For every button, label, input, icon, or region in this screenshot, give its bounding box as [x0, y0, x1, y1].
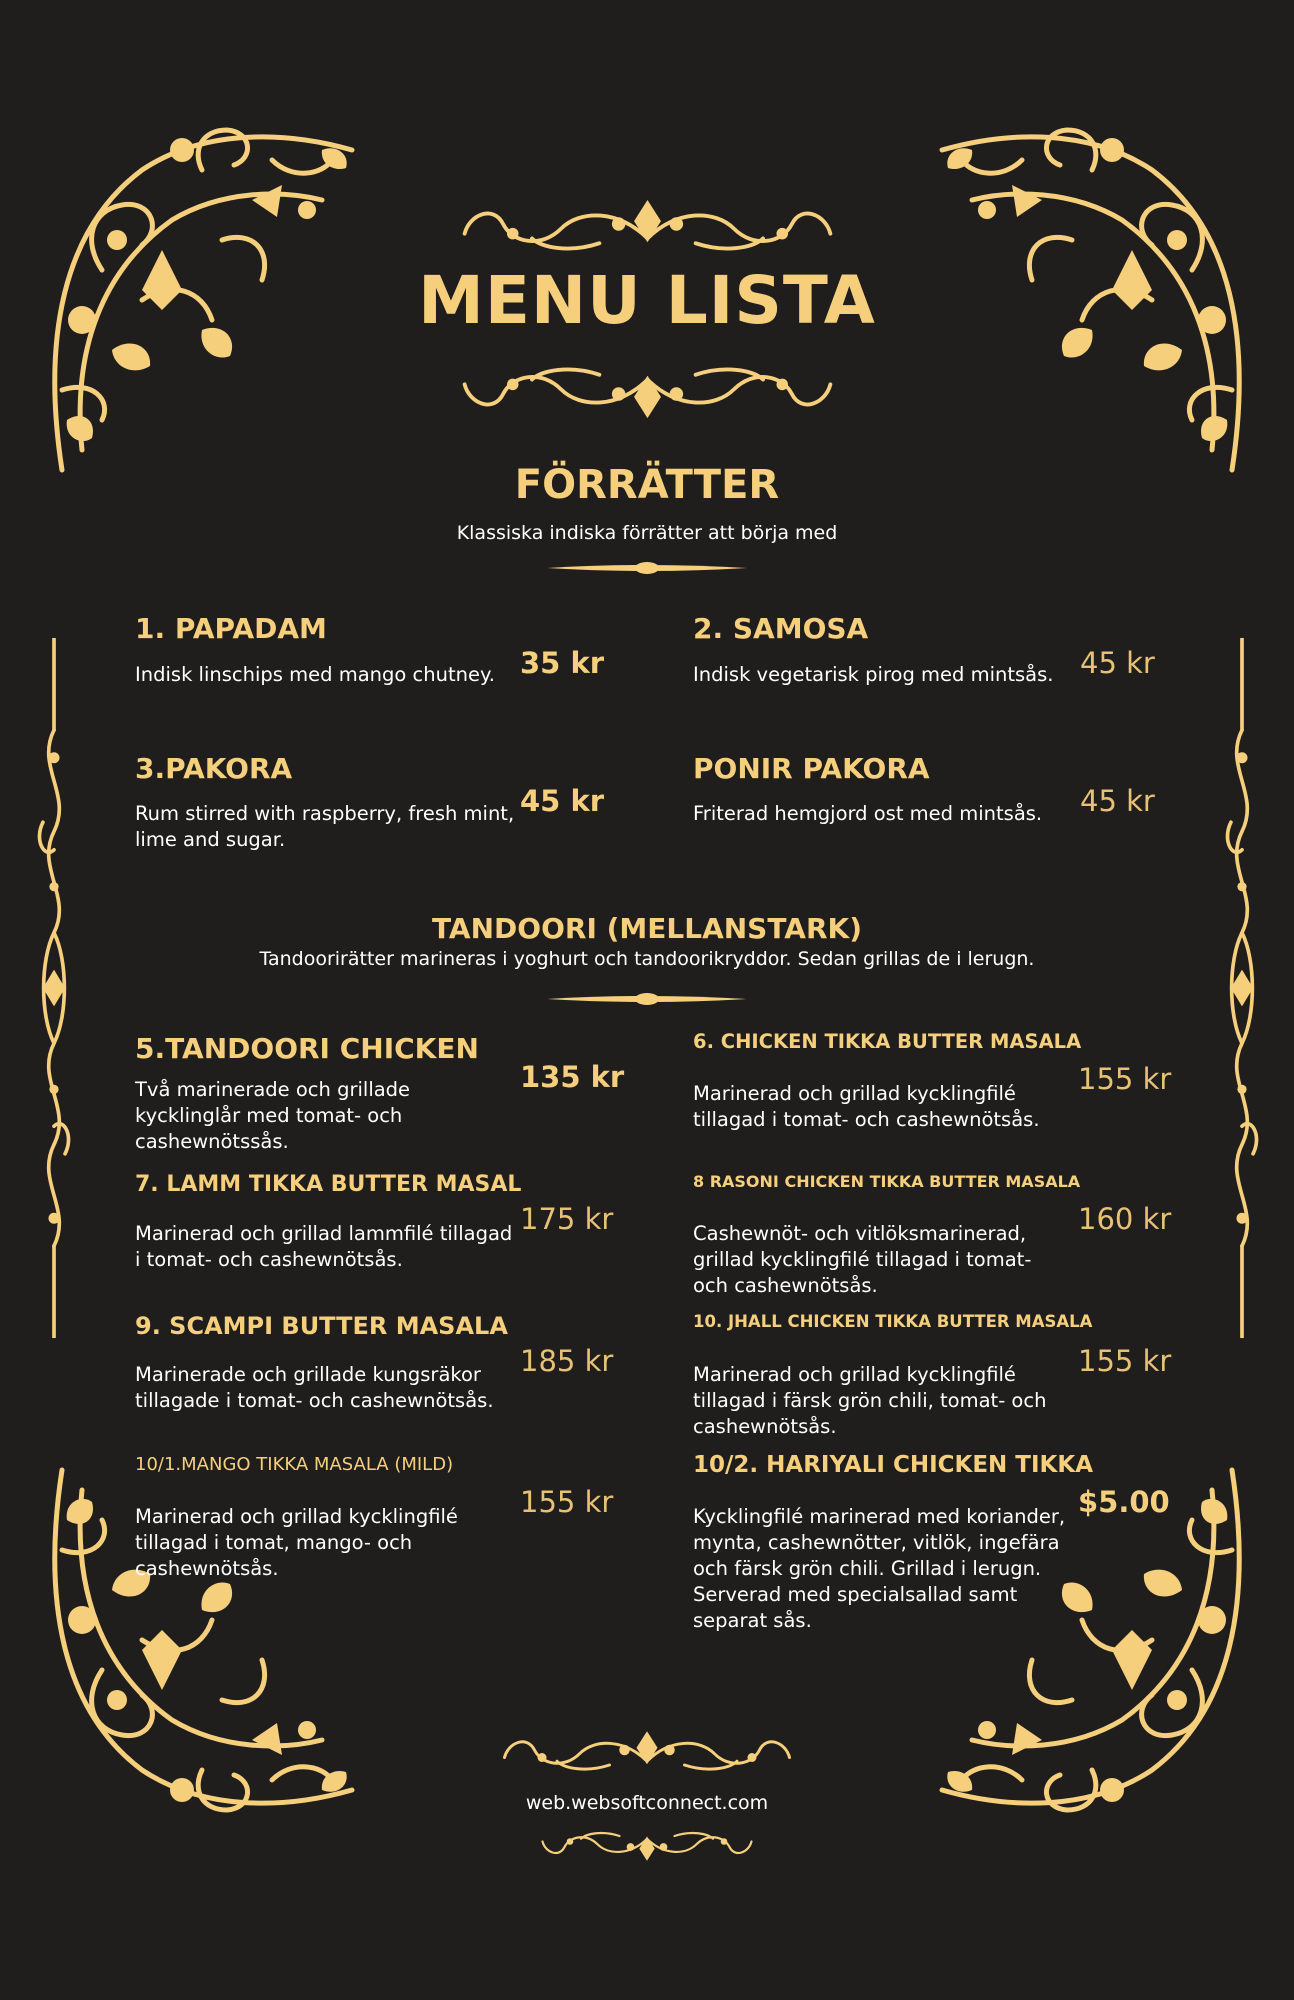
menu-item-name: 10. JHALL CHICKEN TIKKA BUTTER MASALA — [693, 1312, 1093, 1331]
small-divider-icon — [537, 560, 757, 576]
menu-item-desc: Marinerad och grillad kycklingfilé tillagad i tomat- och cashewnötsås. — [693, 1082, 1040, 1131]
menu-item-price: 45 kr — [1080, 784, 1155, 818]
menu-item-name: 6. CHICKEN TIKKA BUTTER MASALA — [693, 1030, 1082, 1053]
small-divider-icon — [477, 991, 817, 1007]
side-scroll-icon — [1222, 638, 1262, 1338]
menu-item-desc: Rum stirred with raspberry, fresh mint, lime and sugar. — [135, 802, 515, 851]
menu-item-price: 185 kr — [520, 1344, 614, 1378]
menu-item-name: 1. PAPADAM — [135, 612, 327, 645]
menu-item-desc: Kycklingfilé marinerad med koriander, mynta, cashewnötter, vitlök, ingefära och färsk grön chili. Grillad i lerugn. Serverad med specialsallad samt separat sås. — [693, 1505, 1066, 1632]
menu-item-name: 2. SAMOSA — [693, 612, 869, 645]
menu-item-price: $5.00 — [1078, 1485, 1170, 1519]
section-title: TANDOORI (MELLANSTARK) — [432, 912, 862, 945]
side-scroll-icon — [34, 638, 74, 1338]
menu-item-name: PONIR PAKORA — [693, 752, 930, 785]
corner-flourish-icon — [852, 1430, 1272, 1850]
menu-item-desc: Marinerad och grillad kycklingfilé tillagad i färsk grön chili, tomat- och cashewnötsås. — [693, 1363, 1047, 1438]
divider-flourish-icon — [455, 190, 840, 258]
menu-item-price: 155 kr — [1078, 1062, 1172, 1096]
menu-item-desc: Cashewnöt- och vitlöksmarinerad, grillad kycklingfilé tillagad i tomat- och cashewnötsås. — [693, 1222, 1032, 1297]
menu-item-price: 155 kr — [520, 1485, 614, 1519]
divider-flourish-icon — [455, 360, 840, 428]
menu-item-name: 7. LAMM TIKKA BUTTER MASAL — [135, 1172, 522, 1197]
menu-item-desc: Indisk vegetarisk pirog med mintsås. — [693, 663, 1054, 686]
menu-item-name: 8 RASONI CHICKEN TIKKA BUTTER MASALA — [693, 1172, 1081, 1191]
section-subtitle: Tandoorirätter marineras i yoghurt och tandoorikryddor. Sedan grillas de i lerugn. — [259, 948, 1035, 970]
menu-item-price: 35 kr — [520, 646, 605, 680]
menu-item-desc: Marinerade och grillade kungsräkor tillagade i tomat- och cashewnötsås. — [135, 1363, 494, 1412]
menu-item-price: 155 kr — [1078, 1344, 1172, 1378]
menu-item-price: 160 kr — [1078, 1202, 1172, 1236]
menu-item-price: 45 kr — [520, 784, 605, 818]
menu-item-price: 135 kr — [520, 1060, 625, 1094]
menu-item-desc: Två marinerade och grillade kycklinglår med tomat- och cashewnötssås. — [135, 1078, 411, 1153]
menu-item-desc: Friterad hemgjord ost med mintsås. — [693, 802, 1043, 825]
menu-item-desc: Indisk linschips med mango chutney. — [135, 663, 495, 686]
menu-item-name: 3.PAKORA — [135, 752, 293, 785]
corner-flourish-icon — [22, 1430, 442, 1850]
divider-flourish-icon — [497, 1722, 797, 1778]
footer-url: web.websoftconnect.com — [525, 1792, 769, 1814]
menu-item-desc: Marinerad och grillad kycklingfilé tillagad i tomat, mango- och cashewnötsås. — [135, 1505, 458, 1580]
menu-item-name: 10/2. HARIYALI CHICKEN TIKKA — [693, 1452, 1093, 1478]
section-title: FÖRRÄTTER — [514, 462, 780, 508]
menu-item-name: 5.TANDOORI CHICKEN — [135, 1032, 479, 1065]
divider-flourish-icon — [537, 1826, 757, 1868]
menu-item-name: 9. SCAMPI BUTTER MASALA — [135, 1312, 508, 1340]
menu-title: MENU LISTA — [418, 262, 876, 339]
menu-item-name: 10/1.MANGO TIKKA MASALA (MILD) — [135, 1454, 454, 1475]
menu-item-price: 45 kr — [1080, 646, 1155, 680]
menu-item-price: 175 kr — [520, 1202, 614, 1236]
section-subtitle: Klassiska indiska förrätter att börja med — [456, 522, 838, 544]
menu-item-desc: Marinerad och grillad lammfilé tillagad i tomat- och cashewnötsås. — [135, 1222, 513, 1271]
